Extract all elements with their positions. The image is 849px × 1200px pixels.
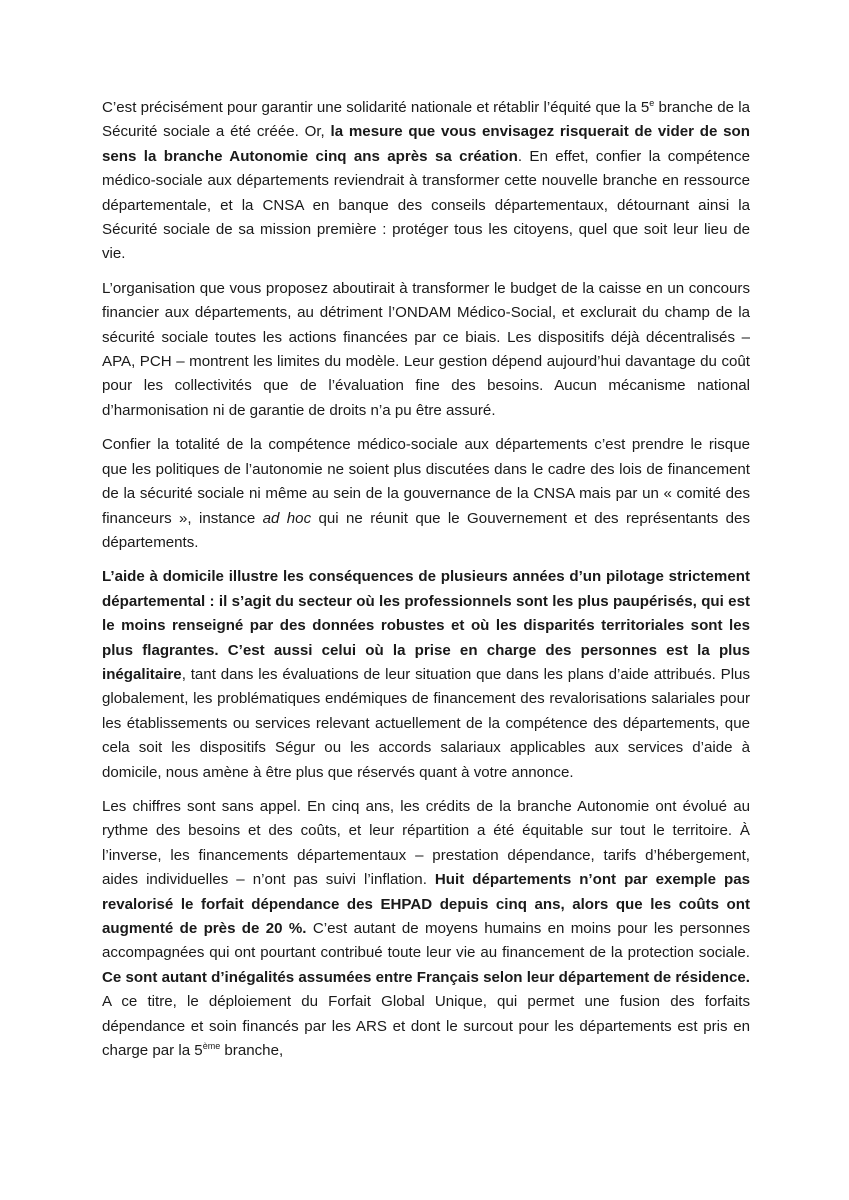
paragraph-1 [102,96,750,267]
text-run: Les chiffres sont sans appel. En cinq ans, les crédits de la branche Autonomie ont évolué au rythme des besoins et des coûts, et leur répartition a été équitable sur tout le territoire. À l’inverse, les financements départementaux – prestation dépendance, tarifs d’hébergement, aides individuelles – n’ont pas suivi l’inflation. [102,797,750,889]
text-run: A ce titre, le déploiement du Forfait Global Unique, qui permet une fusion des forfaits dépendance et soin financés par les ARS et dont le surcout pour les départements est pris en charge par la 5 [102,993,750,1060]
paragraph-2 [102,277,750,423]
text-run: L’organisation que vous proposez aboutirait à transformer le budget de la caisse en un concours financier aux départements, au détriment l’ONDAM Médico-Social, et exclurait du champ de la sécurité sociale toutes les actions financées par ce biais. Les dispositifs déjà décentralisés – APA, PCH – montrent les limites du modèle. Leur gestion dépend aujourd’hui davantage du coût pour les collectivités que de l’évaluation fine des besoins. Aucun mécanisme national d’harmonisation ni de garantie de droits n’a pu être assuré. [102,279,750,419]
text-run: e [649,98,655,108]
text-run: L’aide à domicile illustre les conséquences de plusieurs années d’un pilotage strictement départemental : il s’agit du secteur où les professionnels sont les plus paupérisés, qui est le moins renseigné par des données robustes et où les disparités territoriales sont les plus flagrantes. C’est aussi celui où la prise en charge des personnes est la plus inégalitaire [102,568,750,683]
text-run: , tant dans les évaluations de leur situation que dans les plans d’aide attribués. Plus globalement, les problématiques endémiques de financement des revalorisations salariales pour les établissements ou services relevant actuellement de la compétence des départements, que cela soit les dispositifs Ségur ou les accords salariaux applicables aux services d’aide à domicile, nous amène à être plus que réservés quant à votre annonce. [102,665,750,781]
paragraph-5 [102,795,750,1063]
text-run: . En effet, confier la compétence médico-sociale aux départements reviendrait à transformer cette nouvelle branche en ressource départementale, et la CNSA en banque des conseils départementaux, détournant ainsi la Sécurité sociale de sa mission première : protéger tous les citoyens, quel que soit leur lieu de vie. [102,147,750,263]
text-run: la mesure que vous envisagez risquerait de vider de son sens la branche Autonomie cinq ans après sa création [102,123,750,165]
text-run: Confier la totalité de la compétence médico-sociale aux départements c’est prendre le risque que les politiques de l’autonomie ne soient plus discutées dans le cadre des lois de financement de la sécurité sociale ni même au sein de la gouvernance de la CNSA mais par un « comité des financeurs », instance [102,436,750,527]
text-run: branche, [220,1042,284,1060]
text-run: ème [202,1041,221,1052]
paragraph-3 [102,433,750,555]
text-run: C’est autant de moyens humains en moins pour les personnes accompagnées qui ont pourtant contribué toute leur vie au financement de la protection sociale. [102,920,750,962]
text-run: qui ne réunit que le Gouvernement et des représentants des départements. [102,509,750,551]
document-page [102,96,750,1073]
paragraph-4 [102,565,750,785]
text-run: Ce sont autant d’inégalités assumées entre Français selon leur département de résidence. [102,968,750,986]
text-run: Huit départements n’ont par exemple pas revalorisé le forfait dépendance des EHPAD depuis cinq ans, alors que les coûts ont augmenté de près de 20 %. [102,871,750,937]
text-run: ad hoc [262,509,312,527]
text-run: C’est précisément pour garantir une solidarité nationale et rétablir l’équité que la 5 [102,99,650,116]
text-run: branche de la Sécurité sociale a été créée. Or, [102,99,750,141]
